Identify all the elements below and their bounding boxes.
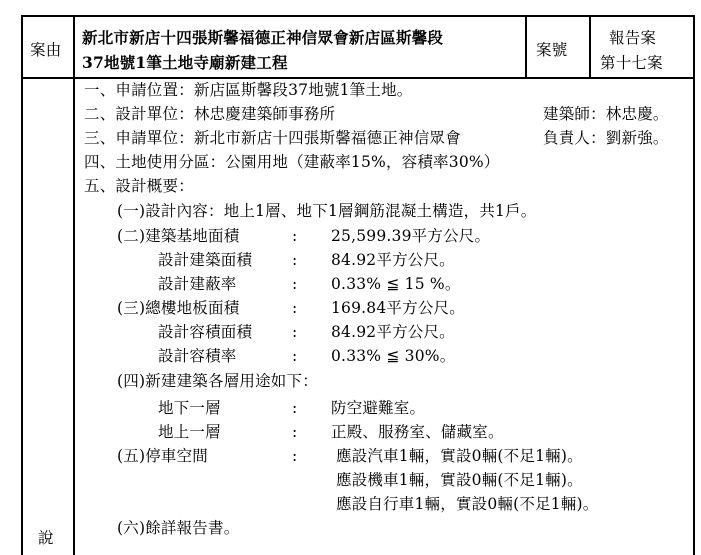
case-number-value-line1: 報告案 [609, 29, 657, 47]
item-applicant: 三、申請單位：新北市新店十四張斯馨福德正神信眾會 [84, 129, 461, 147]
row-floor-area-colon: : [292, 299, 298, 317]
parking-bicycle-line: 應設自行車1輛，實設0輛(不足1輛)。 [336, 495, 599, 513]
row-floor-area-label: (三)總樓地板面積 [117, 299, 240, 317]
item-design-unit: 二、設計單位：林忠慶建築師事務所 [84, 105, 336, 123]
case-title-line1: 新北市新店十四張斯馨福德正神信眾會新店區斯馨段 [82, 28, 444, 47]
row-volume-ratio-value: 0.33% ≦ 30%。 [331, 347, 456, 365]
column-divider-3 [589, 15, 591, 78]
table-border-right [693, 15, 695, 555]
row-volume-area-colon: : [292, 323, 298, 341]
row-volume-area-value: 84.92平方公尺。 [331, 323, 455, 341]
item-land-zoning: 四、土地使用分區：公園用地（建蔽率15%，容積率30%） [84, 153, 500, 171]
row-site-area-label: (二)建築基地面積 [117, 227, 240, 245]
row-volume-ratio-colon: : [292, 347, 298, 365]
item-design-summary: 五、設計概要： [84, 177, 194, 195]
header-bottom-rule [21, 77, 695, 79]
row-volume-area-label: 設計容積面積 [158, 323, 253, 341]
floor-b1-colon: : [292, 399, 298, 417]
table-border-top [21, 15, 695, 17]
row-building-area-label: 設計建築面積 [158, 251, 253, 269]
remark: (六)餘詳報告書。 [117, 519, 240, 537]
row-site-area-colon: : [292, 227, 298, 245]
column-divider-1 [73, 15, 75, 555]
design-content: (一)設計內容：地上1層、地下1層鋼筋混凝土構造，共1戶。 [117, 202, 537, 220]
parking-motorcycle-line: 應設機車1輛，實設0輛(不足1輛)。 [336, 471, 583, 489]
row-site-area-value: 25,599.39平方公尺。 [331, 227, 491, 245]
item-architect: 建築師：林忠慶。 [543, 105, 669, 123]
table-border-left [21, 15, 23, 555]
row-building-area-colon: : [292, 251, 298, 269]
parking-label: (五)停車空間 [117, 447, 208, 465]
row-floor-area-value: 169.84平方公尺。 [331, 299, 465, 317]
case-title-line2: 37地號1筆土地寺廟新建工程 [82, 53, 288, 72]
floor-1f-label: 地上一層 [158, 423, 221, 441]
floor-1f-value: 正殿、服務室、儲藏室。 [331, 423, 504, 441]
side-label: 說 [38, 529, 54, 547]
floor-use-title: (四)新建建築各層用途如下： [117, 372, 318, 390]
row-volume-ratio-label: 設計容積率 [158, 347, 237, 365]
row-coverage-colon: : [292, 275, 298, 293]
column-divider-2 [525, 15, 527, 78]
parking-car-line: 應設汽車1輛，實設0輛(不足1輛)。 [336, 447, 583, 465]
floor-1f-colon: : [292, 423, 298, 441]
floor-b1-value: 防空避難室。 [331, 399, 426, 417]
parking-colon: : [292, 447, 298, 465]
item-responsible-person: 負責人：劉新強。 [543, 129, 669, 147]
row-coverage-value: 0.33% ≦ 15 %。 [331, 275, 461, 293]
item-location: 一、申請位置：新店區斯馨段37地號1筆土地。 [84, 81, 413, 99]
case-number-label: 案號 [536, 41, 568, 59]
case-label: 案由 [30, 41, 62, 59]
row-building-area-value: 84.92平方公尺。 [331, 251, 455, 269]
case-number-value-line2: 第十七案 [600, 54, 663, 72]
floor-b1-label: 地下一層 [158, 399, 221, 417]
row-coverage-label: 設計建蔽率 [158, 275, 237, 293]
